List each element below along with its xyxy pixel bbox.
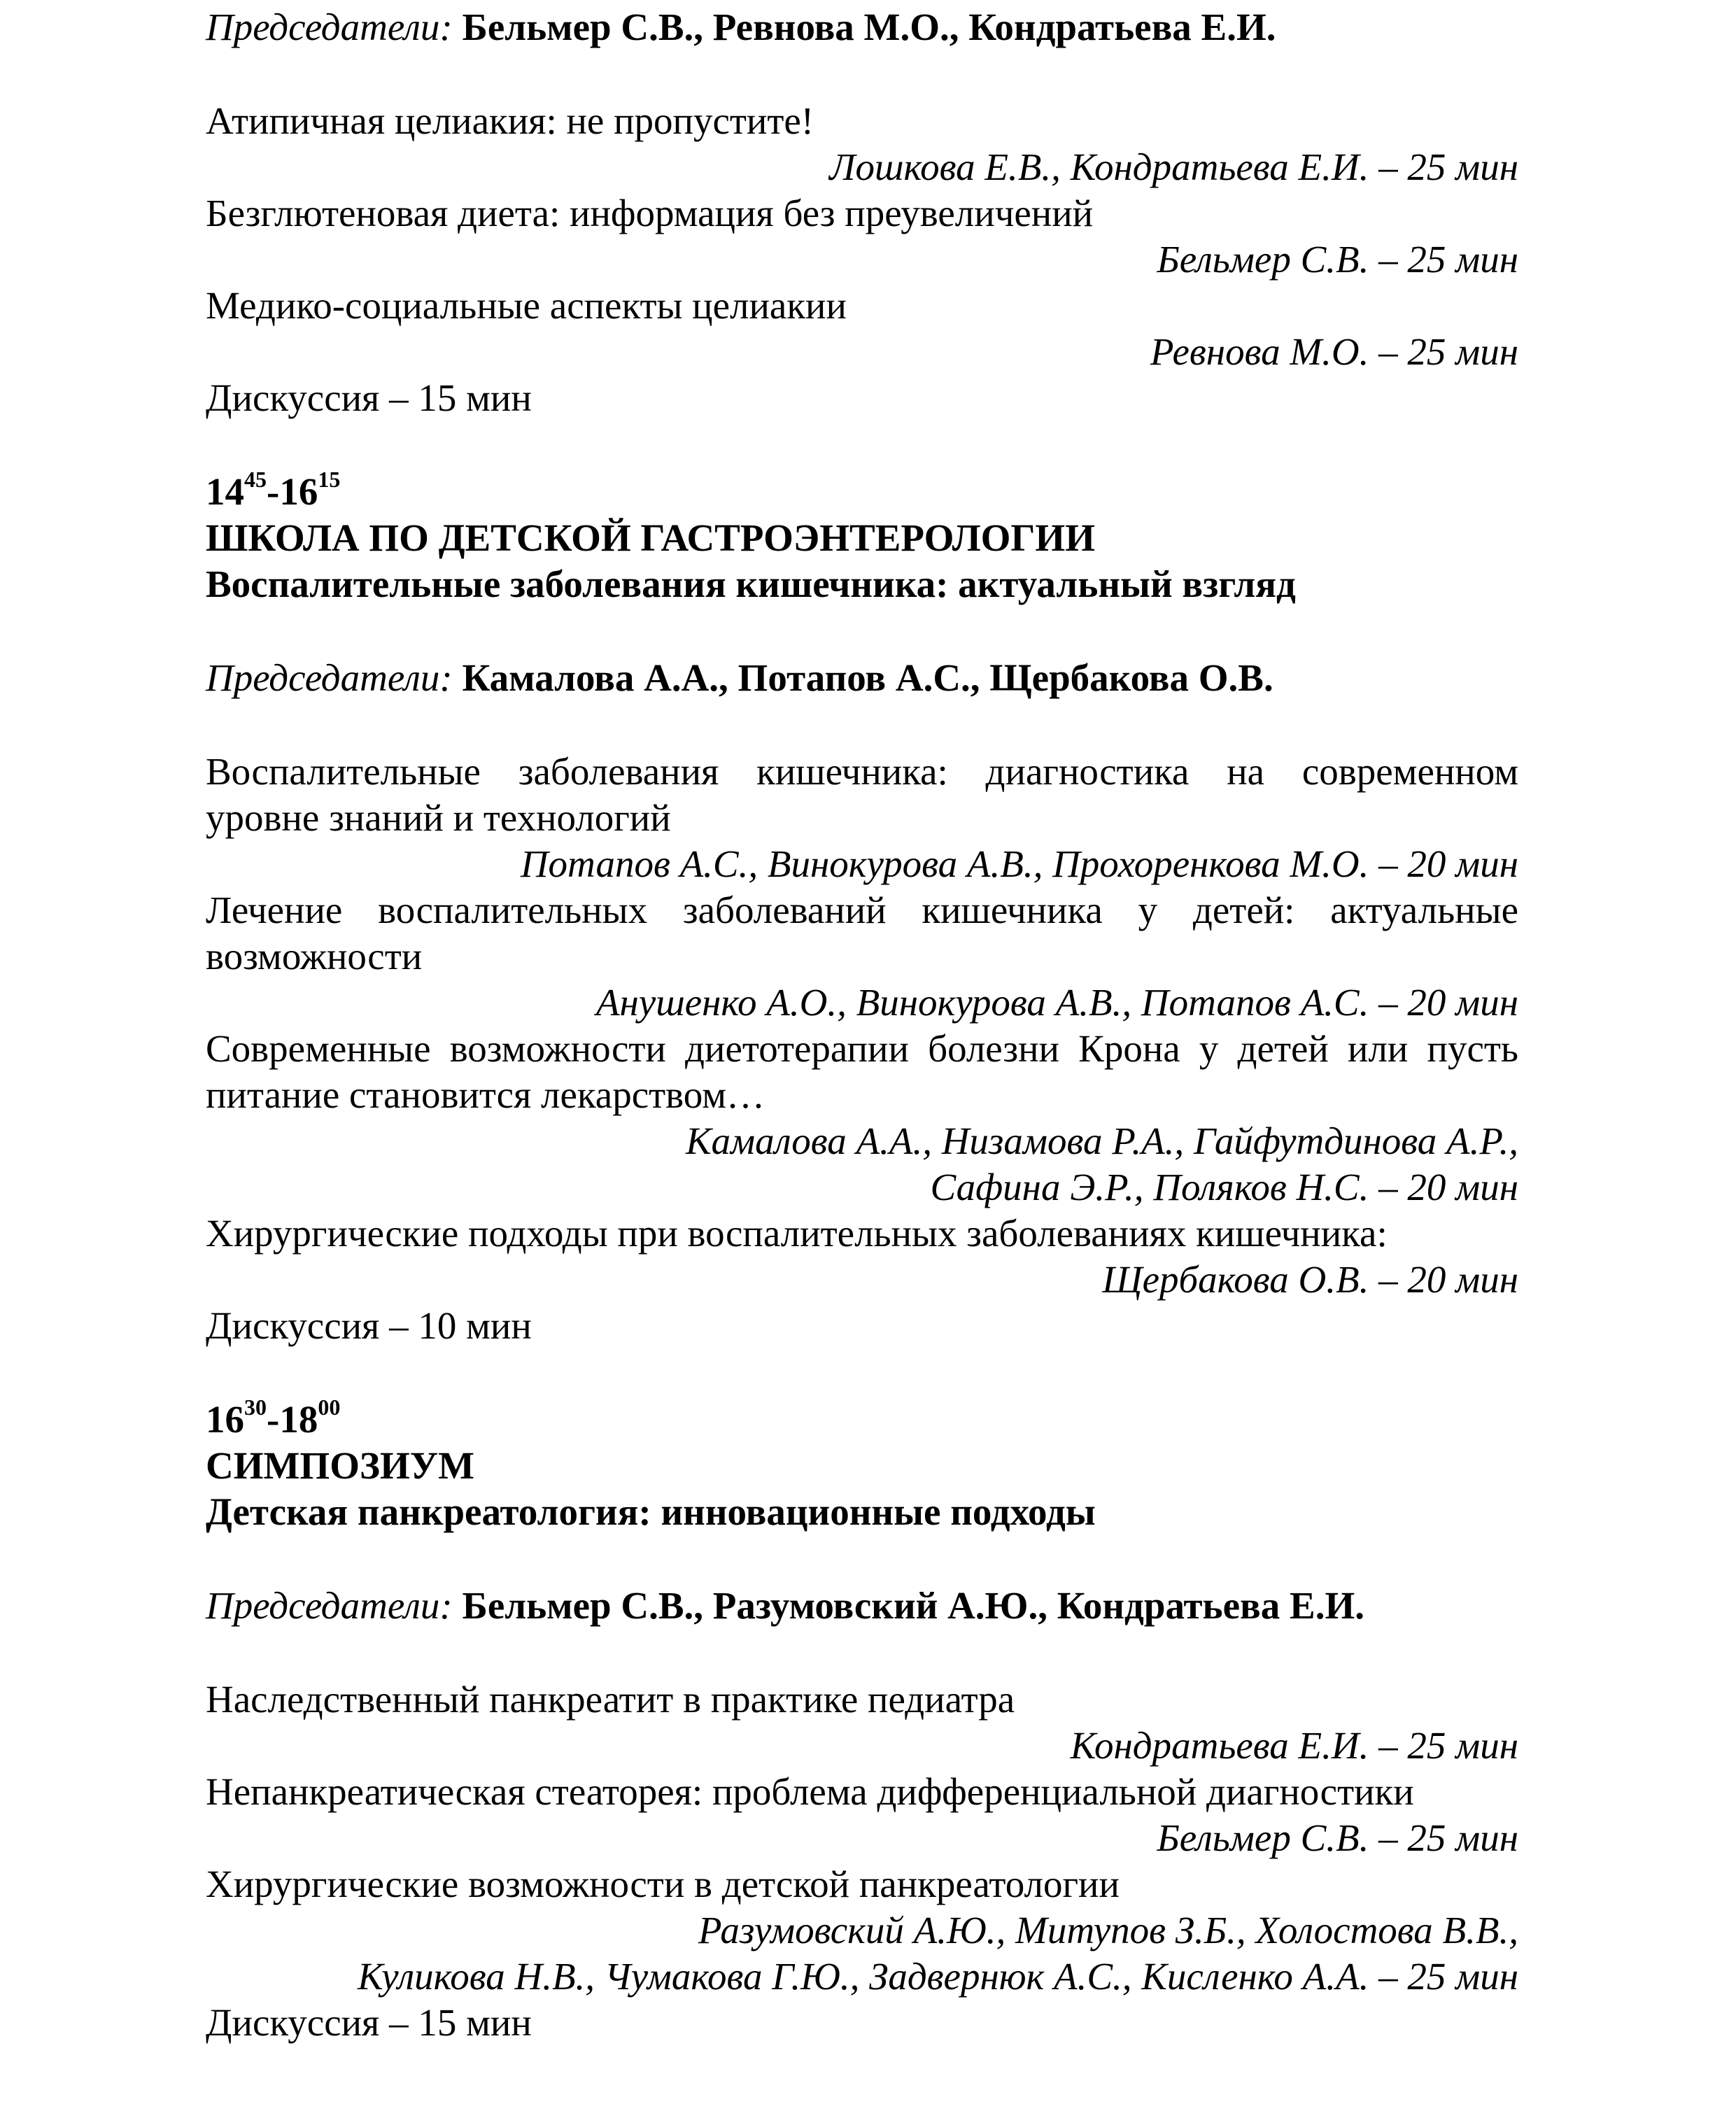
talk-title: Воспалительные заболевания кишечника: диагностика на современном	[206, 750, 1518, 793]
discussion-line: Дискуссия – 10 мин	[206, 1304, 532, 1347]
talk-authors: Разумовский А.Ю., Митупов З.Б., Холостова В.В.,	[698, 1909, 1518, 1951]
chairs-line	[206, 1583, 1518, 1629]
chairs-label: Председатели:	[206, 1584, 453, 1627]
talk-title: Хирургические подходы при воспалительных заболеваниях кишечника:	[206, 1212, 1388, 1255]
talk-authors: Бельмер С.В. – 25 мин	[1157, 1816, 1518, 1859]
time-end-minutes: 15	[318, 466, 341, 492]
chairs-names: Бельмер С.В., Разумовский А.Ю., Кондратьева Е.И.	[462, 1584, 1364, 1627]
time-start-hour: 14	[206, 470, 244, 513]
talk-authors: Потапов А.С., Винокурова А.В., Прохоренкова М.О. – 20 мин	[520, 842, 1518, 885]
talk-title-continued: питание становится лекарством…	[206, 1073, 765, 1116]
session-time	[206, 466, 1518, 515]
talk-authors: Щербакова О.В. – 20 мин	[1102, 1258, 1518, 1301]
discussion-line: Дискуссия – 15 мин	[206, 376, 532, 419]
session-subheading: Детская панкреатология: инновационные подходы	[206, 1490, 1096, 1533]
talk-authors-continued: Сафина Э.Р., Поляков Н.С. – 20 мин	[930, 1166, 1518, 1208]
discussion-line: Дискуссия – 15 мин	[206, 2001, 532, 2044]
chairs-line	[206, 655, 1518, 701]
talk-title: Безглютеновая диета: информация без преувеличений	[206, 192, 1094, 234]
session-heading: ШКОЛА ПО ДЕТСКОЙ ГАСТРОЭНТЕРОЛОГИИ	[206, 516, 1095, 559]
talk-title: Наследственный панкреатит в практике педиатра	[206, 1678, 1015, 1721]
session-heading: СИМПОЗИУМ	[206, 1444, 475, 1487]
time-end-hour: 16	[279, 470, 318, 513]
chairs-names: Бельмер С.В., Ревнова М.О., Кондратьева Е.И.	[462, 6, 1276, 48]
chairs-line	[206, 4, 1518, 50]
talk-title: Лечение воспалительных заболеваний кишечника у детей: актуальные	[206, 889, 1518, 931]
chairs-label: Председатели:	[206, 656, 453, 699]
talk-title: Атипичная целиакия: не пропустите!	[206, 99, 814, 142]
talk-title: Современные возможности диетотерапии болезни Крона у детей или пусть	[206, 1027, 1518, 1070]
time-end-minutes: 00	[318, 1394, 341, 1420]
talk-authors: Анушенко А.О., Винокурова А.В., Потапов А.С. – 20 мин	[595, 981, 1518, 1024]
talk-authors: Лошкова Е.В., Кондратьева Е.И. – 25 мин	[829, 146, 1518, 188]
chairs-names: Камалова А.А., Потапов А.С., Щербакова О.В.	[462, 656, 1273, 699]
session-subheading: Воспалительные заболевания кишечника: актуальный взгляд	[206, 563, 1296, 605]
talk-title: Медико-социальные аспекты целиакии	[206, 284, 847, 327]
session-time	[206, 1394, 1518, 1443]
time-start-minutes: 45	[244, 466, 267, 492]
chairs-label: Председатели:	[206, 6, 453, 48]
talk-title-continued: возможности	[206, 935, 423, 977]
time-separator: -	[267, 470, 280, 513]
talk-authors: Бельмер С.В. – 25 мин	[1157, 238, 1518, 281]
talk-authors: Ревнова М.О. – 25 мин	[1150, 330, 1518, 373]
talk-authors: Камалова А.А., Низамова Р.А., Гайфутдинова А.Р.,	[686, 1120, 1518, 1162]
talk-authors-continued: Куликова Н.В., Чумакова Г.Ю., Задвернюк А.С., Кисленко А.А. – 25 мин	[358, 1955, 1518, 1998]
time-start-hour: 16	[206, 1398, 244, 1441]
time-separator: -	[267, 1398, 280, 1441]
talk-title: Хирургические возможности в детской панкреатологии	[206, 1863, 1120, 1905]
time-start-minutes: 30	[244, 1394, 267, 1420]
talk-title-continued: уровне знаний и технологий	[206, 796, 671, 839]
time-end-hour: 18	[279, 1398, 318, 1441]
talk-title: Непанкреатическая стеаторея: проблема дифференциальной диагностики	[206, 1770, 1414, 1813]
talk-authors: Кондратьева Е.И. – 25 мин	[1070, 1724, 1518, 1767]
